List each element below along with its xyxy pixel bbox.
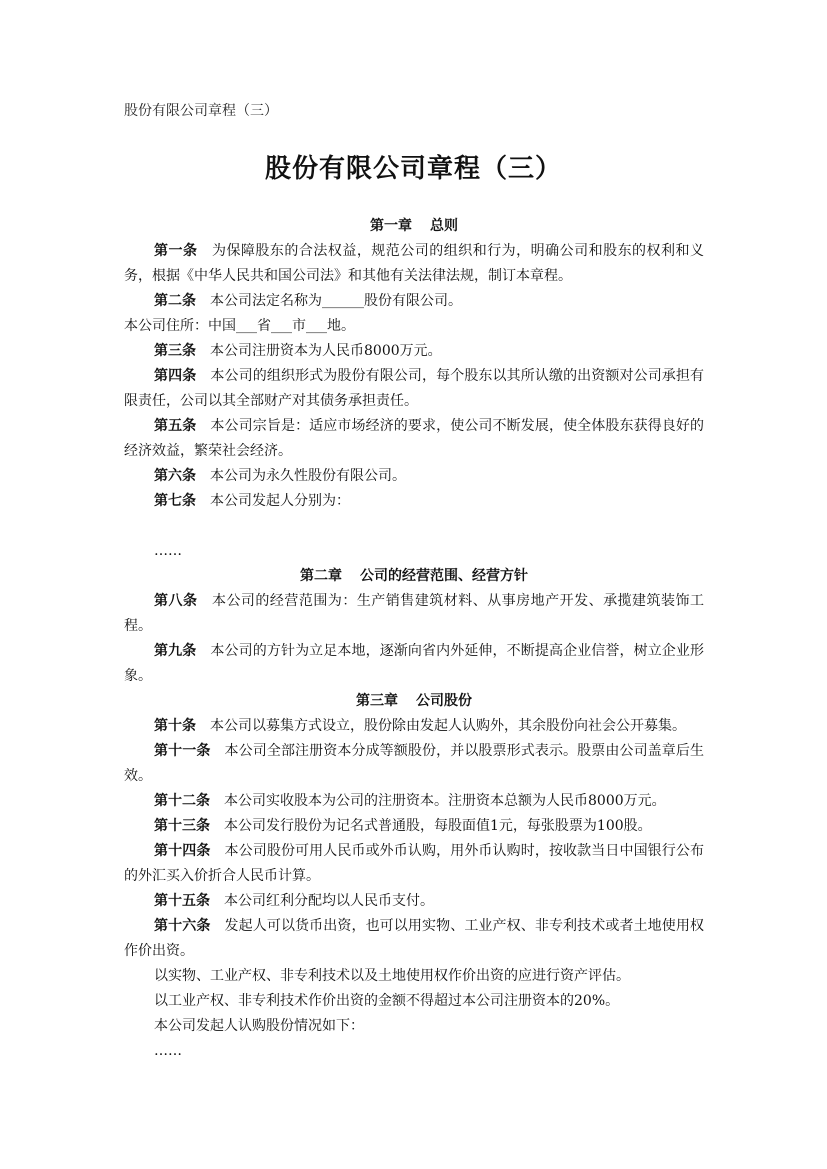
article-12 [124, 789, 704, 814]
article-text: 本公司全部注册资本分成等额股份，并以股票形式表示。股票由公司盖章后生效。 [124, 743, 704, 784]
article-9 [124, 639, 704, 689]
article-text: 本公司宗旨是：适应市场经济的要求，使公司不断发展，使全体股东获得良好的经济效益，繁荣社会经济。 [124, 418, 705, 459]
article-text: 为保障股东的合法权益，规范公司的组织和行为，明确公司和股东的权利和义务，根据《中华人民共和国公司法》和其他有关法律法规，制订本章程。 [124, 243, 705, 284]
ellipsis: …… [154, 543, 182, 559]
article-7 [124, 489, 704, 514]
article-text: 本公司实收股本为公司的注册资本。注册资本总额为人民币8000万元。 [224, 793, 666, 809]
chapter-1-heading [124, 214, 704, 239]
article-16-clause [124, 989, 704, 1014]
article-3 [124, 339, 704, 364]
chapter-3-heading [124, 689, 704, 714]
article-text: 本公司以募集方式设立，股份除由发起人认购外，其余股份向社会公开募集。 [210, 718, 686, 734]
article-number: 第十五条 [154, 893, 210, 909]
article-6 [124, 464, 704, 489]
article-text: 本公司的组织形式为股份有限公司，每个股东以其所认缴的出资额对公司承担有限责任，公司以其全部财产对其债务承担责任。 [124, 368, 705, 409]
address-line [124, 314, 704, 339]
article-text: 本公司的方针为立足本地，逐渐向省内外延伸，不断提高企业信誉，树立企业形象。 [124, 643, 705, 684]
article-text: 本公司的经营范围为：生产销售建筑材料、从事房地产开发、承揽建筑装饰工程。 [124, 593, 705, 634]
chapter-title: 公司的经营范围、经营方针 [360, 568, 528, 584]
article-10 [124, 714, 704, 739]
article-13 [124, 814, 704, 839]
article-text: 本公司发起人认购股份情况如下： [154, 1018, 364, 1034]
article-16 [124, 914, 704, 964]
article-number: 第十二条 [154, 793, 210, 809]
page-header: 股份有限公司章程（三） [124, 103, 278, 119]
article-number: 第一条 [154, 243, 198, 259]
article-5 [124, 414, 704, 464]
article-number: 第八条 [154, 593, 198, 609]
spacer [124, 514, 704, 539]
article-text: 本公司发行股份为记名式普通股，每股面值1元，每张股票为100股。 [224, 818, 652, 834]
article-text: 以实物、工业产权、非专利技术以及土地使用权作价出资的应进行资产评估。 [154, 968, 630, 984]
article-11 [124, 739, 704, 789]
article-text: 以工业产权、非专利技术作价出资的金额不得超过本公司注册资本的20%。 [154, 993, 620, 1009]
article-16-clause [124, 964, 704, 989]
article-number: 第二条 [154, 293, 196, 309]
article-8 [124, 589, 704, 639]
article-number: 第三条 [154, 343, 196, 359]
ellipsis: …… [154, 1043, 182, 1059]
article-number: 第十六条 [154, 918, 211, 934]
article-text: 发起人可以货币出资，也可以用实物、工业产权、非专利技术或者土地使用权作价出资。 [124, 918, 704, 959]
article-1 [124, 239, 704, 289]
article-4 [124, 364, 704, 414]
article-number: 第六条 [154, 468, 196, 484]
article-number: 第十条 [154, 718, 196, 734]
chapter-title: 公司股份 [416, 693, 472, 709]
article-number: 第十三条 [154, 818, 210, 834]
article-text: 本公司红利分配均以人民币支付。 [224, 893, 434, 909]
article-text: 本公司法定名称为______股份有限公司。 [210, 293, 462, 309]
chapter-2-heading [124, 564, 704, 589]
chapter-number: 第三章 [356, 693, 398, 709]
article-text: 本公司注册资本为人民币8000万元。 [210, 343, 442, 359]
article-number: 第七条 [154, 493, 196, 509]
chapter-number: 第一章 [370, 218, 412, 234]
article-text: 本公司为永久性股份有限公司。 [210, 468, 406, 484]
chapter-title: 总则 [430, 218, 458, 234]
article-number: 第九条 [154, 643, 197, 659]
document-title: 股份有限公司章程（三） [264, 154, 562, 184]
article-text: 本公司发起人分别为： [210, 493, 350, 509]
article-number: 第四条 [154, 368, 197, 384]
article-14 [124, 839, 704, 889]
article-number: 第五条 [154, 418, 197, 434]
article-text: 本公司住所：中国___省___市___地。 [124, 318, 355, 334]
chapter-number: 第二章 [300, 568, 342, 584]
article-2 [124, 289, 704, 314]
article-text: 本公司股份可用人民币或外币认购，用外币认购时，按收款当日中国银行公布的外汇买入价折合人民币计算。 [124, 843, 704, 884]
article-16-clause [124, 1014, 704, 1039]
document-body [124, 214, 704, 1064]
article-number: 第十四条 [154, 843, 211, 859]
article-15 [124, 889, 704, 914]
article-number: 第十一条 [154, 743, 211, 759]
